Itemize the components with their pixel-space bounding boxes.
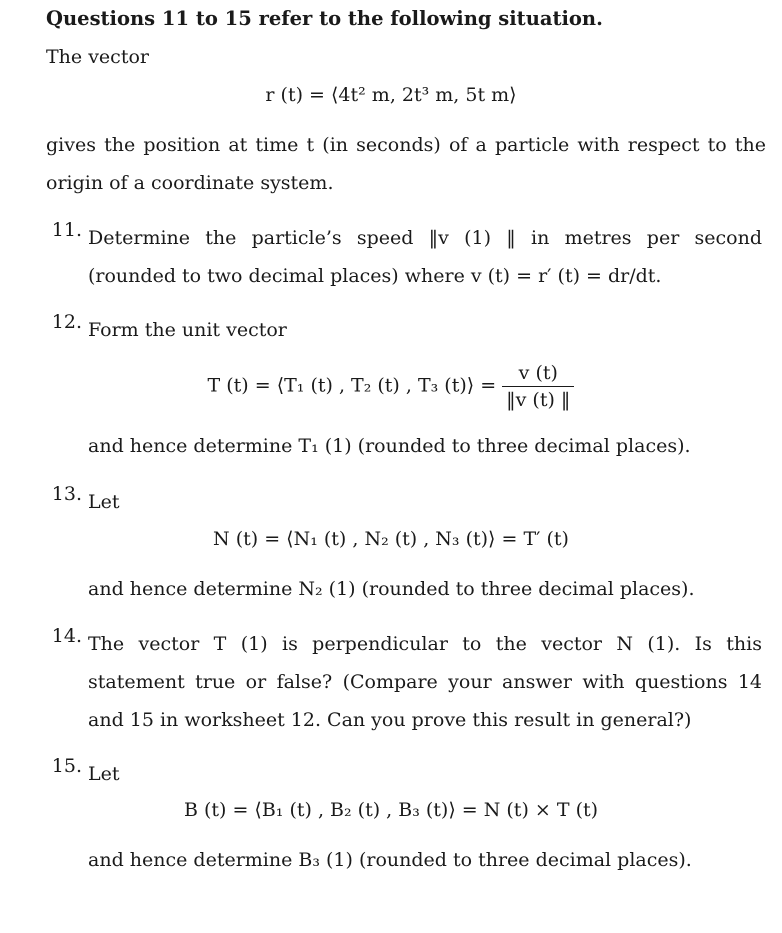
unit-vector-equation	[0, 362, 782, 411]
position-vector-rhs: ⟨4t² m, 2t³ m, 5t m⟩	[331, 84, 517, 106]
binormal-vector-equation: B (t) = ⟨B₁ (t) , B₂ (t) , B₃ (t)⟩ = N (t) × T (t)	[183, 799, 599, 821]
question-text: Form the unit vector	[88, 319, 287, 341]
question-text: Let	[88, 491, 120, 513]
question-text: Determine the particle’s speed ‖v (1) ‖ in metres per second (rounded to two decimal places) where v (t) = r′ (t) = dr/dt.	[88, 227, 762, 287]
question-number: 12.	[51, 311, 82, 333]
question-13-followup: and hence determine N₂ (1) (rounded to three decimal places).	[88, 578, 695, 600]
context-paragraph: gives the position at time t (in seconds) of a particle with respect to the origin of a coordinate system.	[46, 134, 766, 194]
intro-text: The vector	[46, 46, 149, 68]
question-number: 15.	[51, 755, 82, 777]
fraction-denominator: ‖v (t) ‖	[506, 389, 571, 411]
section-heading: Questions 11 to 15 refer to the following situation.	[46, 7, 603, 30]
fraction-numerator: v (t)	[502, 362, 574, 387]
question-text: The vector T (1) is perpendicular to the vector N (1). Is this statement true or false? (Compare your answer with questions 14 and 15 in worksheet 12. Can you prove this result in general?)	[88, 633, 762, 731]
position-vector-lhs: r (t) =	[265, 84, 332, 106]
question-number: 14.	[51, 625, 82, 647]
unit-vector-lhs: T (t) = ⟨T₁ (t) , T₂ (t) , T₃ (t)⟩ =	[207, 374, 497, 397]
question-15-followup: and hence determine B₃ (1) (rounded to three decimal places).	[88, 849, 692, 871]
question-12-followup: and hence determine T₁ (1) (rounded to three decimal places).	[88, 435, 691, 457]
position-vector-equation	[0, 84, 782, 106]
question-number: 11.	[51, 219, 82, 241]
question-number: 13.	[51, 483, 82, 505]
normal-vector-equation: N (t) = ⟨N₁ (t) , N₂ (t) , N₃ (t)⟩ = T′ (t)	[213, 528, 569, 550]
unit-vector-fraction	[502, 362, 574, 411]
question-text: Let	[88, 763, 120, 785]
